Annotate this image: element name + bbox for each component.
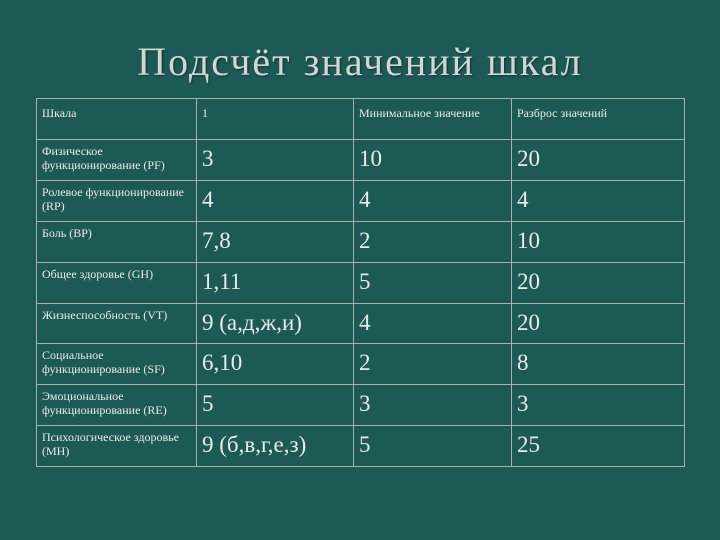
cell-scale-name: Эмоциональное функционирование (RE) <box>37 385 197 426</box>
cell-min: 5 <box>354 426 512 467</box>
cell-range: 3 <box>512 385 685 426</box>
table-row <box>37 262 685 303</box>
cell-scale-name: Психологическое здоровье (MH) <box>37 426 197 467</box>
slide-title: Подсчёт значений шкал <box>137 39 583 84</box>
cell-items: 9 (а,д,ж,и) <box>197 303 354 344</box>
cell-items: 3 <box>197 140 354 181</box>
table-row <box>37 140 685 181</box>
cell-scale-name: Общее здоровье (GH) <box>37 262 197 303</box>
header-cell-min: Минимальное значение <box>354 99 512 140</box>
cell-range: 20 <box>512 303 685 344</box>
table-row <box>37 303 685 344</box>
cell-min: 4 <box>354 303 512 344</box>
scales-table <box>36 98 685 467</box>
cell-range: 10 <box>512 221 685 262</box>
cell-min: 2 <box>354 344 512 385</box>
table-row <box>37 426 685 467</box>
cell-scale-name: Ролевое функционирование (RP) <box>37 180 197 221</box>
table-row <box>37 344 685 385</box>
table-header-row <box>37 99 685 140</box>
table-row <box>37 385 685 426</box>
cell-range: 20 <box>512 262 685 303</box>
cell-scale-name: Социальное функционирование (SF) <box>37 344 197 385</box>
cell-min: 4 <box>354 180 512 221</box>
cell-scale-name: Физическое функционирование (PF) <box>37 140 197 181</box>
table-row <box>37 180 685 221</box>
header-cell-scale: Шкала <box>37 99 197 140</box>
cell-min: 3 <box>354 385 512 426</box>
cell-items: 6,10 <box>197 344 354 385</box>
cell-range: 8 <box>512 344 685 385</box>
cell-items: 4 <box>197 180 354 221</box>
cell-items: 7,8 <box>197 221 354 262</box>
cell-items: 9 (б,в,г,е,з) <box>197 426 354 467</box>
cell-range: 25 <box>512 426 685 467</box>
cell-range: 20 <box>512 140 685 181</box>
cell-items: 1,11 <box>197 262 354 303</box>
cell-range: 4 <box>512 180 685 221</box>
scales-table-container <box>36 98 684 467</box>
table-row <box>37 221 685 262</box>
cell-scale-name: Жизнеспособность (VT) <box>37 303 197 344</box>
cell-min: 10 <box>354 140 512 181</box>
cell-scale-name: Боль (BP) <box>37 221 197 262</box>
cell-items: 5 <box>197 385 354 426</box>
cell-min: 5 <box>354 262 512 303</box>
header-cell-items: 1 <box>197 99 354 140</box>
header-cell-range: Разброс значений <box>512 99 685 140</box>
cell-min: 2 <box>354 221 512 262</box>
